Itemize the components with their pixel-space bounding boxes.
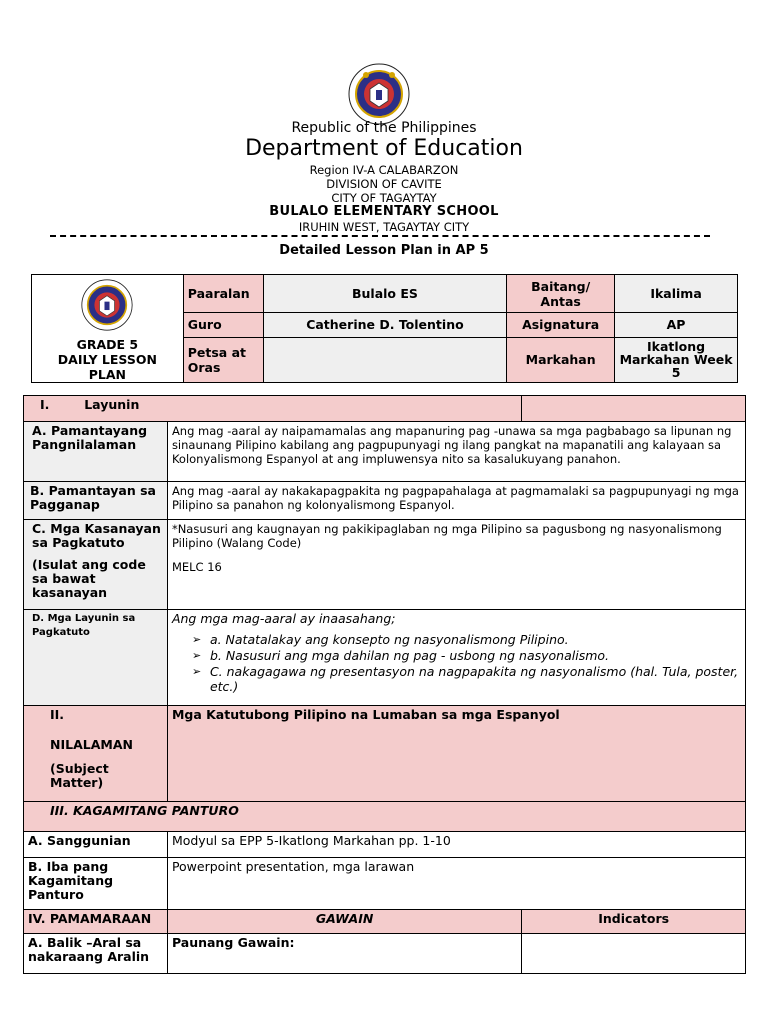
lesson-plan-table bbox=[23, 395, 746, 974]
deped-seal-logo bbox=[348, 63, 410, 125]
department-title: Department of Education bbox=[245, 136, 523, 161]
objective-item: ➢ a. Natatalakay ang konsepto ng nasyonalismong Pilipino. bbox=[192, 632, 741, 647]
layunin-pagkatuto-content bbox=[167, 610, 745, 706]
school-address: IRUHIN WEST, TAGAYTAY CITY bbox=[298, 220, 470, 234]
paaralan-label: Paaralan bbox=[183, 275, 263, 313]
division-text: DIVISION OF CAVITE bbox=[326, 177, 442, 191]
school-name: BULALO ELEMENTARY SCHOOL bbox=[269, 204, 499, 219]
baitang-value: Ikalima bbox=[615, 275, 738, 313]
balik-aral-indicators bbox=[522, 934, 746, 974]
region-text: Region IV-A CALABARZON bbox=[309, 163, 459, 177]
sanggunian-text: Modyul sa EPP 5-Ikatlong Markahan pp. 1-10 bbox=[167, 832, 745, 858]
nilalaman-cell bbox=[24, 706, 168, 802]
layunin-intro: Ang mga mag-aaral ay inaasahang; bbox=[171, 611, 396, 626]
grade-label: GRADE 5 bbox=[76, 337, 139, 352]
melc-code: MELC 16 bbox=[171, 560, 222, 574]
indicators-heading: Indicators bbox=[522, 910, 746, 934]
objective-item: ➢ b. Nasusuri ang mga dahilan ng pag - usbong ng nasyonalismo. bbox=[192, 648, 741, 663]
plan-title: Detailed Lesson Plan in AP 5 bbox=[279, 243, 489, 258]
balik-aral-label: A. Balik –Aral sa nakaraang Aralin bbox=[24, 934, 168, 974]
subject-matter-label: (Subject Matter) bbox=[50, 761, 109, 790]
baitang-label: Baitang/ Antas bbox=[507, 275, 615, 313]
grade-cell bbox=[32, 275, 184, 383]
pagganap-text: Ang mag -aaral ay nakakapagpakita ng pagpapahalaga at pagmamalaki sa pagpupunyagi ng mga Pilipino sa panahon ng kolonyalismong Espanyol. bbox=[167, 482, 745, 520]
pamamaraan-heading: IV. PAMAMARAAN bbox=[24, 910, 168, 934]
guro-value: Catherine D. Tolentino bbox=[263, 313, 506, 337]
info-table bbox=[31, 274, 738, 383]
iba-pang-label: B. Iba pang Kagamitang Panturo bbox=[24, 858, 168, 910]
kasanayan-content bbox=[167, 520, 745, 610]
guro-label: Guro bbox=[183, 313, 263, 337]
markahan-value: Ikatlong Markahan Week 5 bbox=[615, 337, 738, 382]
kasanayan-note: (Isulat ang code sa bawat kasanayan bbox=[32, 557, 146, 600]
sanggunian-label: A. Sanggunian bbox=[24, 832, 168, 858]
objectives-list bbox=[192, 632, 741, 694]
asignatura-value: AP bbox=[615, 313, 738, 337]
dashed-divider bbox=[50, 235, 710, 237]
pamantayang-label: A. Pamantayang Pangnilalaman bbox=[24, 422, 168, 482]
kasanayan-label: C. Mga Kasanayan sa Pagkatuto bbox=[32, 521, 161, 550]
asignatura-label: Asignatura bbox=[507, 313, 615, 337]
nilalaman-label: NILALAMAN bbox=[50, 737, 133, 752]
deped-seal-small-logo bbox=[81, 279, 133, 331]
layunin-pagkatuto-label: D. Mga Layunin sa Pagkatuto bbox=[24, 610, 168, 706]
layunin-heading: I. Layunin bbox=[24, 396, 522, 422]
markahan-label: Markahan bbox=[507, 337, 615, 382]
kasanayan-text: *Nasusuri ang kaugnayan ng pakikipaglaban ng mga Pilipino sa pagusbong ng nasyonalismong Pilipino (Walang Code) bbox=[171, 522, 722, 550]
objective-item: ➢ C. nakagagawa ng presentasyon na nagpapakita ng nasyonalismo (hal. Tula, poster, etc.) bbox=[192, 664, 741, 694]
pamantayang-text: Ang mag -aaral ay naipamamalas ang mapanuring pag -unawa sa mga pagbabago sa lipunan ng sinaunang Pilipino kabilang ang pagpupunyagi ng ilang pangkat na mapanatili ang kalayaan sa Kolonyalismong Espanyol at ang impluwensya nito sa kasalukuyang panahon. bbox=[167, 422, 745, 482]
balik-aral-text: Paunang Gawain: bbox=[167, 934, 521, 974]
kasanayan-cell bbox=[24, 520, 168, 610]
nilalaman-number: II. bbox=[50, 707, 65, 722]
paaralan-value: Bulalo ES bbox=[263, 275, 506, 313]
city-text: CITY OF TAGAYTAY bbox=[331, 191, 437, 205]
gawain-heading: GAWAIN bbox=[167, 910, 521, 934]
petsa-value bbox=[263, 337, 506, 382]
layunin-empty-cell bbox=[522, 396, 746, 422]
petsa-label: Petsa at Oras bbox=[183, 337, 263, 382]
nilalaman-text: Mga Katutubong Pilipino na Lumaban sa mga Espanyol bbox=[167, 706, 745, 802]
dlp-label: DAILY LESSON PLAN bbox=[57, 352, 157, 382]
iba-pang-text: Powerpoint presentation, mga larawan bbox=[167, 858, 745, 910]
kagamitang-heading: III. KAGAMITANG PANTURO bbox=[24, 802, 746, 832]
republic-text: Republic of the Philippines bbox=[291, 120, 477, 136]
pagganap-label: B. Pamantayan sa Pagganap bbox=[24, 482, 168, 520]
